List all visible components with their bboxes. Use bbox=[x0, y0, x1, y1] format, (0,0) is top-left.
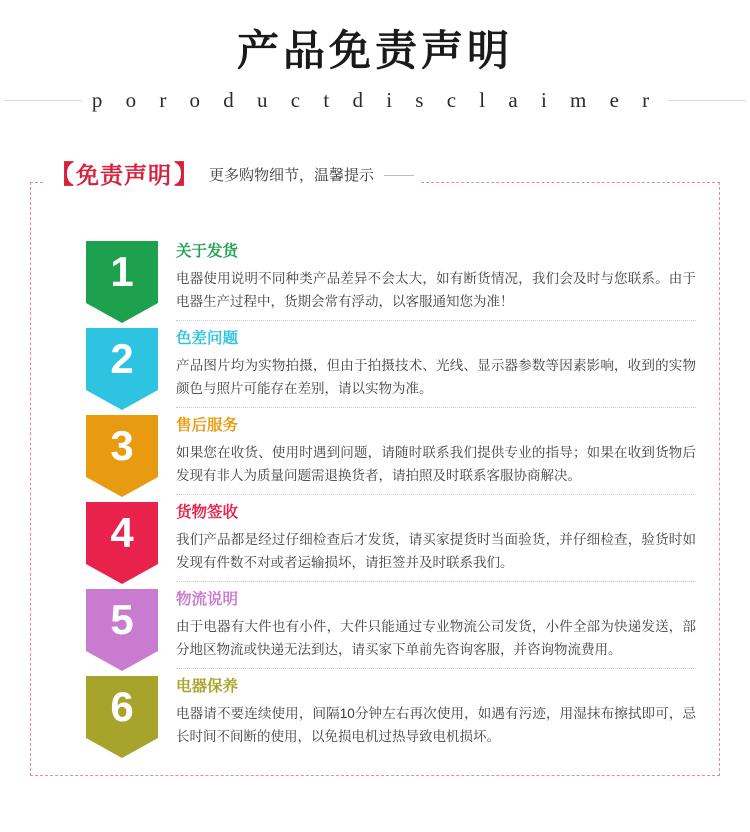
list-item bbox=[86, 415, 696, 502]
item-number-badge bbox=[86, 241, 158, 319]
badge-arrow-icon bbox=[86, 564, 158, 584]
item-text-block bbox=[158, 415, 696, 502]
badge-number: 4 bbox=[110, 509, 134, 557]
item-title: 物流说明 bbox=[176, 591, 239, 609]
item-text-block bbox=[158, 502, 696, 589]
list-item bbox=[86, 589, 696, 676]
list-item bbox=[86, 676, 696, 756]
list-item bbox=[86, 241, 696, 328]
item-divider bbox=[176, 407, 696, 408]
item-body-text: 产品图片均为实物拍摄，但由于拍摄技术、光线、显示器参数等因素影响，收到的实物颜色与照片可能存在差别，请以实物为准。 bbox=[176, 357, 696, 396]
item-number-badge bbox=[86, 328, 158, 406]
item-number-badge bbox=[86, 502, 158, 580]
list-item bbox=[86, 328, 696, 415]
badge-arrow-icon bbox=[86, 390, 158, 410]
item-divider bbox=[176, 320, 696, 321]
item-body-text: 电器请不要连续使用，间隔10分钟左右再次使用，如遇有污迹，用湿抹布擦拭即可，忌长时间不间断的使用，以免损电机过热导致电机损坏。 bbox=[176, 705, 696, 744]
item-title: 色差问题 bbox=[176, 330, 239, 348]
item-divider bbox=[176, 494, 696, 495]
item-title: 电器保养 bbox=[176, 678, 239, 696]
badge-arrow-icon bbox=[86, 477, 158, 497]
page-header bbox=[0, 0, 750, 113]
badge-body bbox=[86, 241, 158, 303]
badge-arrow-icon bbox=[86, 303, 158, 323]
badge-arrow-icon bbox=[86, 738, 158, 758]
item-divider bbox=[176, 581, 696, 582]
badge-arrow-icon bbox=[86, 651, 158, 671]
item-title: 货物签收 bbox=[176, 504, 239, 522]
badge-body bbox=[86, 328, 158, 390]
bracket-left: 【 bbox=[49, 161, 75, 189]
badge-number: 6 bbox=[110, 683, 134, 731]
item-body-text: 我们产品都是经过仔细检查后才发货，请买家提货时当面验货，并仔细检查，验货时如发现有件数不对或者运输损坏，请拒签并及时联系我们。 bbox=[176, 531, 696, 570]
item-title: 售后服务 bbox=[176, 417, 239, 435]
item-number-badge bbox=[86, 589, 158, 667]
item-text-block bbox=[158, 589, 696, 676]
badge-body bbox=[86, 589, 158, 651]
badge-number: 2 bbox=[110, 335, 134, 383]
page-subtitle: p o r o d u c t d i s c l a i m e r bbox=[91, 88, 659, 113]
subtitle-rule-right bbox=[668, 100, 746, 101]
item-number-badge bbox=[86, 676, 158, 754]
bracket-right: 】 bbox=[174, 161, 200, 189]
disclaimer-item-list bbox=[86, 241, 696, 756]
page-subtitle-row bbox=[0, 88, 750, 113]
badge-body bbox=[86, 415, 158, 477]
item-body-text: 由于电器有大件也有小件，大件只能通过专业物流公司发货，小件全部为快递发送，部分地区物流或快递无法到达，请买家下单前先咨询客服，并咨询物流费用。 bbox=[176, 618, 696, 657]
item-divider bbox=[176, 668, 696, 669]
item-title: 关于发货 bbox=[176, 243, 239, 260]
section-divider-dash bbox=[384, 175, 414, 176]
badge-body bbox=[86, 676, 158, 738]
badge-number: 5 bbox=[110, 596, 134, 644]
subtitle-rule-left bbox=[4, 100, 82, 101]
page-title: 产品免责声明 bbox=[236, 27, 513, 74]
item-text-block bbox=[158, 241, 696, 328]
section-heading bbox=[43, 163, 420, 188]
item-number-badge bbox=[86, 415, 158, 493]
item-body-text: 电器使用说明不同种类产品差异不会太大，如有断货情况，我们会及时与您联系。由于电器生产过程中，货期会常有浮动，以客服通知您为准！ bbox=[176, 270, 696, 309]
disclaimer-panel bbox=[30, 161, 720, 776]
list-item bbox=[86, 502, 696, 589]
item-body-text: 如果您在收货、使用时遇到问题，请随时联系我们提供专业的指导；如果在收到货物后发现有非人为质量问题需退换货者，请拍照及时联系客服协商解决。 bbox=[176, 444, 696, 483]
section-title: 免责声明 bbox=[76, 162, 173, 188]
badge-number: 1 bbox=[110, 248, 134, 295]
badge-number: 3 bbox=[110, 422, 134, 470]
item-text-block bbox=[158, 676, 696, 748]
badge-body bbox=[86, 502, 158, 564]
item-text-block bbox=[158, 328, 696, 415]
section-note: 更多购物细节，温馨提示 bbox=[209, 167, 375, 184]
